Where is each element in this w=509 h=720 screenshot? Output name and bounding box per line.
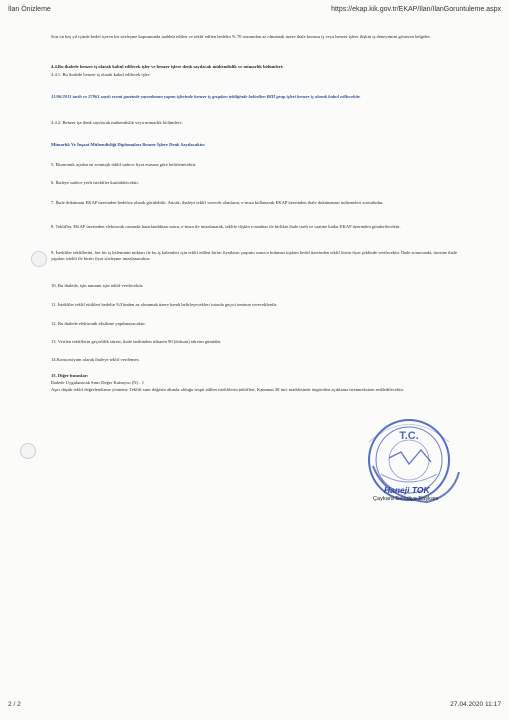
browser-header bbox=[8, 6, 501, 18]
page-title: İlan Önizleme bbox=[8, 6, 51, 13]
page-url[interactable]: https://ekap.kik.gov.tr/EKAP/Ilan/IlanGoruntuleme.aspx bbox=[331, 6, 501, 13]
punch-hole bbox=[20, 443, 36, 459]
item-5: 5. Ekonomik açıdan en avantajlı teklif sadece fiyat esasına göre belirlenecektir. bbox=[51, 162, 197, 167]
section-4-4-title: 4.4.Bu ihalede benzer iş olarak kabul edilecek işler ve benzer işlere denk sayılacak mühendislik ve mimarlık bölümleri: bbox=[51, 64, 284, 69]
signature-name: Haneji TOK bbox=[384, 485, 430, 495]
item-6: 6. İhaleye sadece yerli istekliler katılabilecektir. bbox=[51, 180, 139, 185]
item-8: 8. Teklifler, EKAP üzerinden elektronik ortamda hazırlandıktan sonra, e-imza ile imzalanarak, teklife ilişkin e-anahtar ile birlikte ihale tarih ve saatine kadar EKAP üzerinden gönderilecektir. bbox=[51, 224, 401, 229]
item-15-title: 15. Diğer hususlar: bbox=[51, 373, 89, 378]
section-4-4-2-label: 4.4.2. Benzer işe denk sayılacak mühendislik veya mimarlık bölümleri: bbox=[51, 120, 183, 125]
item-15-b: Aşırı düşük teklif değerlendirme yöntemi: Teklifi sınır değerin altında olduğu tespit edilen isteklilerin teklifleri, Kanunun 38 inci maddesinde öngörülen açıklama istenmeksizin reddedilecektir. bbox=[51, 387, 405, 392]
item-11: 11. İstekliler teklif ettikleri bedelin %3'ünden az olmamak üzere kendi belirleyecekleri tutarda geçici teminat vereceklerdir. bbox=[51, 302, 278, 307]
intro-paragraph: Son on beş yıl içinde bedel içeren bir sözleşme kapsamında taahhüt edilen ve teklif edilen bedelin % 70 oranından az olmamak üzere ihale konusu iş veya benzer işlere ilişkin iş deneyimini gösteren belgeler. bbox=[51, 34, 431, 39]
item-12: 12. Bu ihalede elektronik eksiltme yapılmayacaktır. bbox=[51, 321, 146, 326]
signature-title: Çaykara Belediye Başkanı bbox=[373, 496, 439, 502]
item-10: 10. Bu ihalede, işin tamamı için teklif verilecektir. bbox=[51, 283, 144, 288]
item-7: 7. İhale dokümanı EKAP üzerinden bedelsiz olarak görülebilir. Ancak, ihaleye teklif verecek olanların, e-imza kullanarak EKAP üzerinden ihale dokümanını indirmeleri zorunludur. bbox=[51, 200, 384, 205]
svg-text:T.C.: T.C. bbox=[399, 430, 419, 442]
item-15-a: İhalede Uygulanacak Sınır Değer Katsayısı (N) : 1 bbox=[51, 380, 144, 385]
section-4-4-2-text: Mimarlık Ve İnşaat Mühendisliği Diplomaları Benzer İşlere Denk Sayılacaktır. bbox=[51, 142, 206, 147]
item-13: 13. Verilen tekliflerin geçerlilik süresi, ihale tarihinden itibaren 90 (doksan) takvim günüdür. bbox=[51, 339, 222, 344]
punch-hole bbox=[31, 251, 47, 267]
item-14: 14.Konsorsiyum olarak ihaleye teklif verilemez. bbox=[51, 357, 140, 362]
section-4-4-1-label: 4.4.1. Bu ihalede benzer iş olarak kabul edilecek işler: bbox=[51, 72, 151, 77]
print-datetime: 27.04.2020 11:17 bbox=[450, 701, 501, 708]
page-number: 2 / 2 bbox=[8, 701, 21, 708]
item-9: 9. İstekliler tekliflerini, her bir iş kaleminin miktarı ile bu iş kalemleri için teklif edilen birim fiyatların çarpımı sonucu bulunan toplam bedel üzerinden teklif birim fiyat şeklinde verilecektir. İhale sonucunda, üzerine ihale yapılan istekli ile birim fiyat sözleşme imzalanacaktır. bbox=[51, 250, 458, 262]
browser-footer bbox=[8, 701, 501, 711]
section-4-4-1-text: 11/06/2011 tarih ve 27961 sayılı resmi gazetede yayımlanan yapım işlerinde benzer iş grupları tebliğinde belirtilen BIII grup işleri benzer iş olarak kabul edilecektir. bbox=[51, 94, 361, 99]
